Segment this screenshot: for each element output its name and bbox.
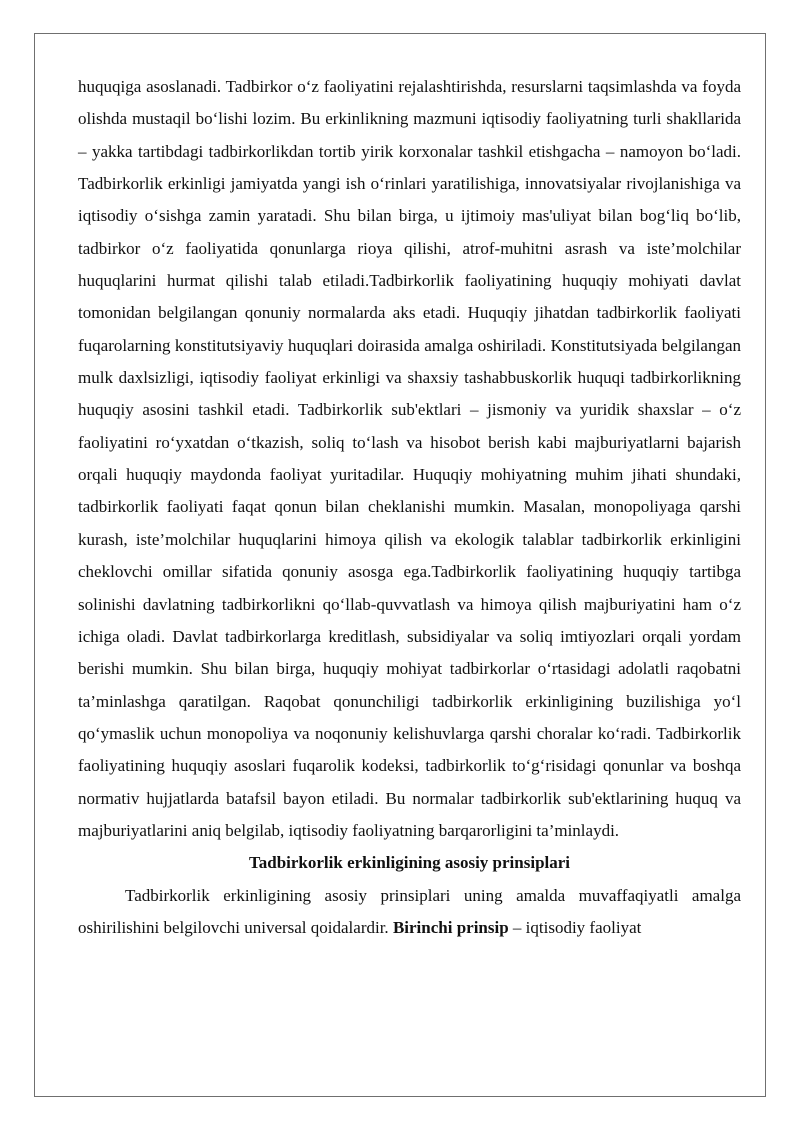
body-paragraph-principles xyxy=(78,880,741,945)
paragraph-tail-text: – iqtisodiy faoliyat xyxy=(508,917,642,937)
body-paragraph: huquqiga asoslanadi. Tadbirkor o‘z faoliyatini rejalashtirishda, resurslarni taqsimlashda va foyda olishda mustaqil bo‘lishi lozim. Bu erkinlikning mazmuni iqtisodiy faoliyatning turli shakllarida – yakka tartibdagi tadbirkorlikdan tortib yirik korxonalar tashkil etishgacha – namoyon bo‘ladi. Tadbirkorlik erkinligi jamiyatda yangi ish o‘rinlari yaratilishiga, innovatsiyalar rivojlanishiga va iqtisodiy o‘sishga zamin yaratadi. Shu bilan birga, u ijtimoiy mas'uliyat bilan bog‘liq bo‘lib, tadbirkor o‘z faoliyatida qonunlarga rioya qilishi, atrof-muhitni asrash va iste’molchilar huquqlarini hurmat qilishi talab etiladi.Tadbirkorlik faoliyatining huquqiy mohiyati davlat tomonidan belgilangan qonuniy normalarda aks etadi. Huquqiy jihatdan tadbirkorlik faoliyati fuqarolarning konstitutsiyaviy huquqlari doirasida amalga oshiriladi. Konstitutsiyada belgilangan mulk daxlsizligi, iqtisodiy faoliyat erkinligi va shaxsiy tashabbuskorlik huquqi tadbirkorlikning huquqiy asosini tashkil etadi. Tadbirkorlik sub'ektlari – jismoniy va yuridik shaxslar – o‘z faoliyatini ro‘yxatdan o‘tkazish, soliq to‘lash va hisobot berish kabi majburiyatlarni bajarish orqali huquqiy maydonda faoliyat yuritadilar. Huquqiy mohiyatning muhim jihati shundaki, tadbirkorlik faoliyati faqat qonun bilan cheklanishi mumkin. Masalan, monopoliyaga qarshi kurash, iste’molchilar huquqlarini himoya qilish va ekologik talablar tadbirkorlik erkinligini cheklovchi omillar sifatida qonuniy asosga ega.Tadbirkorlik faoliyatining huquqiy tartibga solinishi davlatning tadbirkorlikni qo‘llab-quvvatlash va himoya qilish majburiyatini ham o‘z ichiga oladi. Davlat tadbirkorlarga kreditlash, subsidiyalar va soliq imtiyozlari orqali yordam berishi mumkin. Shu bilan birga, huquqiy mohiyat tadbirkorlar o‘rtasidagi adolatli raqobatni ta’minlashga qaratilgan. Raqobat qonunchiligi tadbirkorlik erkinligining buzilishiga yo‘l qo‘ymaslik uchun monopoliya va noqonuniy kelishuvlarga qarshi choralar ko‘radi. Tadbirkorlik faoliyatining huquqiy asoslari fuqarolik kodeksi, tadbirkorlik to‘g‘risidagi qonunlar va boshqa normativ hujjatlarda batafsil bayon etiladi. Bu normalar tadbirkorlik sub'ektlarining huquq va majburiyatlarini aniq belgilab, iqtisodiy faoliyatning barqarorligini ta’minlaydi. xyxy=(78,77,741,840)
paragraph-lead-text: Tadbirkorlik erkinligining asosiy prinsiplari uning amalda muvaffaqiyatli amalga oshirilishini belgilovchi universal qoidalardir. xyxy=(78,885,741,937)
bold-term: Birinchi prinsip xyxy=(392,917,509,937)
section-heading: Tadbirkorlik erkinligining asosiy prinsiplari xyxy=(248,853,571,873)
document-body xyxy=(78,71,741,944)
